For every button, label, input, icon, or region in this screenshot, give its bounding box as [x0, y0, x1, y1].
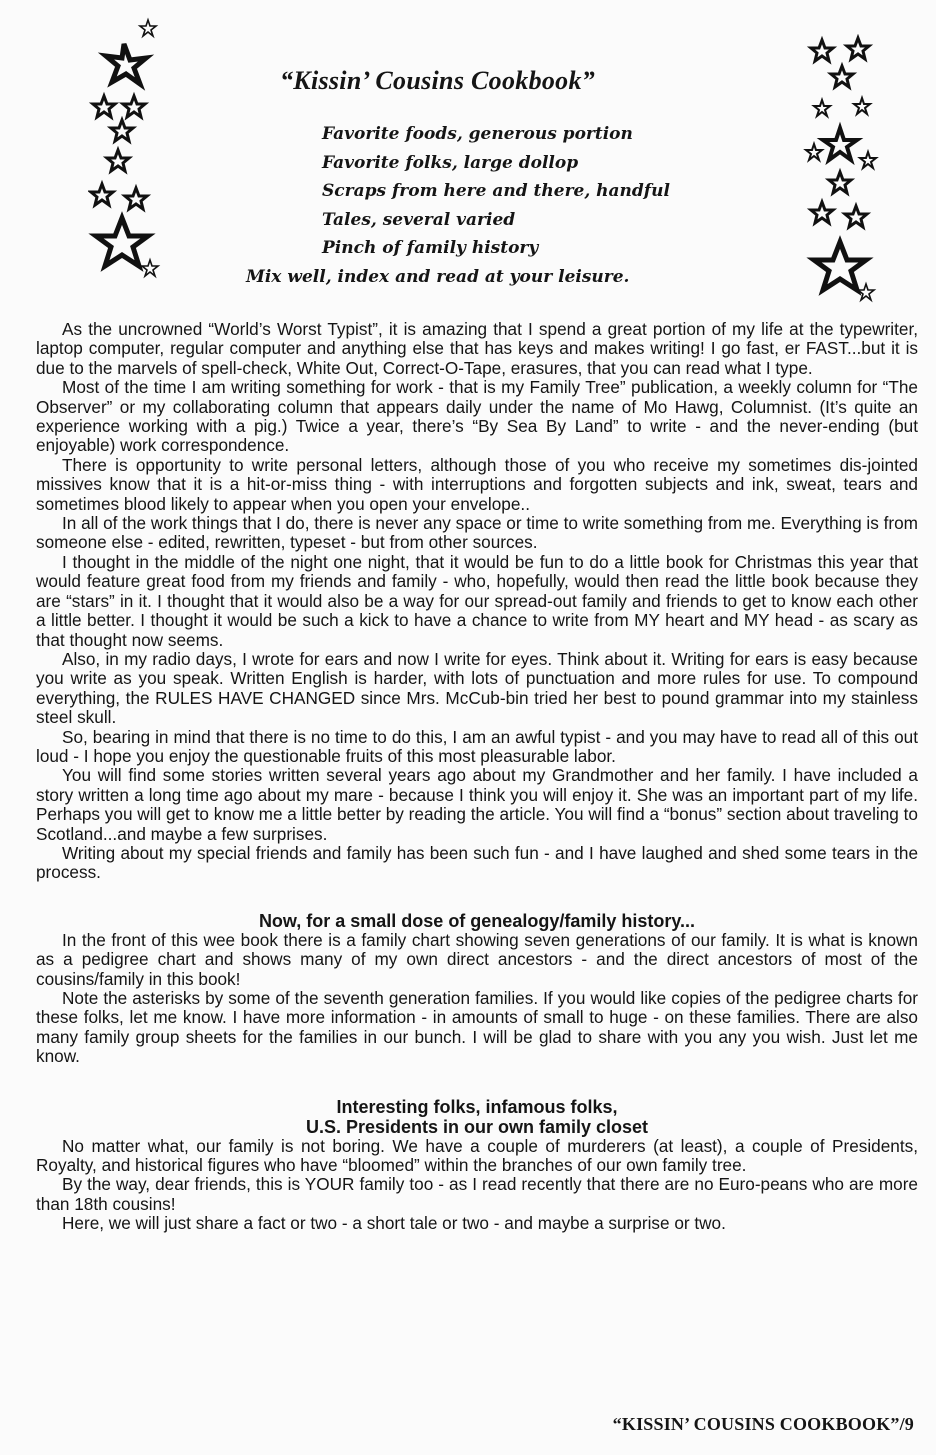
star-icon — [811, 40, 833, 61]
star-icon — [111, 120, 133, 141]
paragraph: By the way, dear friends, this is YOUR family too - as I read recently that there are no Euro-peans who are more than 18th cousins! — [36, 1174, 918, 1214]
section-heading-genealogy: Now, for a small dose of genealogy/family history... — [258, 910, 696, 931]
right-stars-svg — [800, 34, 900, 304]
paragraph: As the uncrowned “World’s Worst Typist”, it is amazing that I spend a great portion of my life at the typewriter, laptop computer, regular computer and anything else that has keys and makes writing! I go fast, er FAST...but it is due to the marvels of spell-check, White Out, Correct-O-Tape, erasures, that you can read what I type. — [36, 319, 918, 378]
stars-cluster-icon — [800, 34, 900, 304]
star-icon — [823, 128, 857, 160]
paragraph: There is opportunity to write personal letters, although those of you who receive my sometimes dis-jointed missives know that it is a hit-or-miss thing - with interruptions and forgotten subjects and ink, sweat, tears and sometimes blood likely to appear when you open your envelope.. — [36, 454, 918, 514]
star-icon — [811, 202, 833, 223]
recipe-line: Favorite folks, large dollop — [322, 152, 579, 173]
paragraph: Here, we will just share a fact or two - a short tale or two - and maybe a surprise or two. — [62, 1213, 726, 1234]
recipe-line: Mix well, index and read at your leisure. — [246, 266, 630, 287]
spacer — [36, 1067, 918, 1097]
star-icon — [806, 144, 822, 160]
star-icon — [107, 150, 129, 171]
star-icon — [91, 184, 113, 205]
recipe-line: Tales, several varied — [322, 209, 516, 230]
paragraph: No matter what, our family is not boring. We have a couple of murderers (at least), a couple of Presidents, Royalty, and historical figures who have “bloomed” within the branches of our own family tree. — [36, 1135, 918, 1176]
star-icon — [860, 152, 876, 168]
page-footer: “KISSIN’ COUSINS COOKBOOK”/9 — [612, 1414, 914, 1434]
star-icon — [858, 284, 874, 300]
star-icon — [96, 218, 148, 266]
paragraph: I thought in the middle of the night one night, that it would be fun to do a little book for Christmas this year that would feature great food from my friends and family - who, hopefully, would then read the little book because they are “stars” in it. I thought that it would also be a way for our spread-out family and friends to get to know each other a little better. I thought it would be such a kick to have a chance to write from MY heart and MY head - as scary as that thought now seems. — [36, 551, 918, 650]
stars-cluster-icon — [88, 12, 188, 282]
spacer — [36, 883, 918, 911]
article-body — [36, 320, 918, 1234]
star-icon — [831, 66, 853, 87]
recipe-line: Scraps from here and there, handful — [322, 181, 670, 201]
star-icon — [125, 188, 147, 209]
section-heading-folks-line1: Interesting folks, infamous folks, — [336, 1096, 618, 1117]
paragraph: In all of the work things that I do, there is never any space or time to write something from me. Everything is from someone else - edited, rewritten, typeset - but from other sources. — [36, 513, 918, 553]
star-icon — [854, 98, 870, 114]
section-heading-folks-line2: U.S. Presidents in our own family closet — [305, 1116, 649, 1137]
star-icon — [106, 44, 146, 84]
paragraph: You will find some stories written several years ago about my Grandmother and her family. I have included a story written a long time ago about my mare - because I think you will enjoy it. She was an important part of my life. Perhaps you will get to know me a little better by reading the article. You will find a “bonus” section about traveling to Scotland...and maybe a few surprises. — [36, 765, 918, 844]
paragraph: So, bearing in mind that there is no time to do this, I am an awful typist - and you may have to read all of this out loud - I hope you enjoy the questionable fruits of this most pleasurable labor. — [36, 726, 918, 766]
star-icon — [847, 38, 869, 59]
paragraph: Most of the time I am writing something for work - that is my Family Tree” publication, a weekly column for “The Observer” or my collaborating column that appears daily under the name of Mo Hawg, Columnist. (It’s quite an experience working with a pig.) Twice a year, there’s “By Sea By Land” to write - and the never-ending (but enjoyable) work correspondence. — [36, 377, 918, 456]
star-icon — [142, 260, 158, 276]
paragraph: Note the asterisks by some of the seventh generation families. If you would like copies of the pedigree charts for these folks, let me know. I have more information - in amounts of small to huge - on these families. There are also many family group sheets for the families in our bunch. I will be glad to share with you any you wish. Just let me know. — [36, 988, 918, 1067]
page-title: “Kissin’ Cousins Cookbook” — [280, 66, 596, 95]
left-stars-svg — [88, 12, 188, 282]
recipe-line: Favorite foods, generous portion — [322, 124, 633, 144]
recipe-poem — [230, 120, 730, 291]
star-icon — [140, 20, 156, 36]
star-icon — [845, 206, 867, 227]
paragraph: In the front of this wee book there is a family chart showing seven generations of our family. It is what is known as a pedigree chart and shows many of my own direct ancestors - and the direct ancestors of most of the cousins/family in this book! — [36, 929, 918, 989]
recipe-line: Pinch of family history — [322, 238, 539, 258]
paragraph: Writing about my special friends and family has been such fun - and I have laughed and shed some tears in the process. — [36, 842, 918, 883]
star-icon — [814, 242, 866, 290]
star-icon — [814, 100, 830, 116]
star-icon — [829, 172, 851, 193]
star-icon — [93, 96, 115, 117]
paragraph: Also, in my radio days, I wrote for ears and now I write for eyes. Think about it. Writing for ears is easy because you write as you speak. Written English is harder, with lots of punctuation and more rules for use. To compound everything, the RULES HAVE CHANGED since Mrs. McCub-bin tried her best to pound grammar into my stainless steel skull. — [36, 648, 918, 728]
star-icon — [123, 96, 145, 117]
